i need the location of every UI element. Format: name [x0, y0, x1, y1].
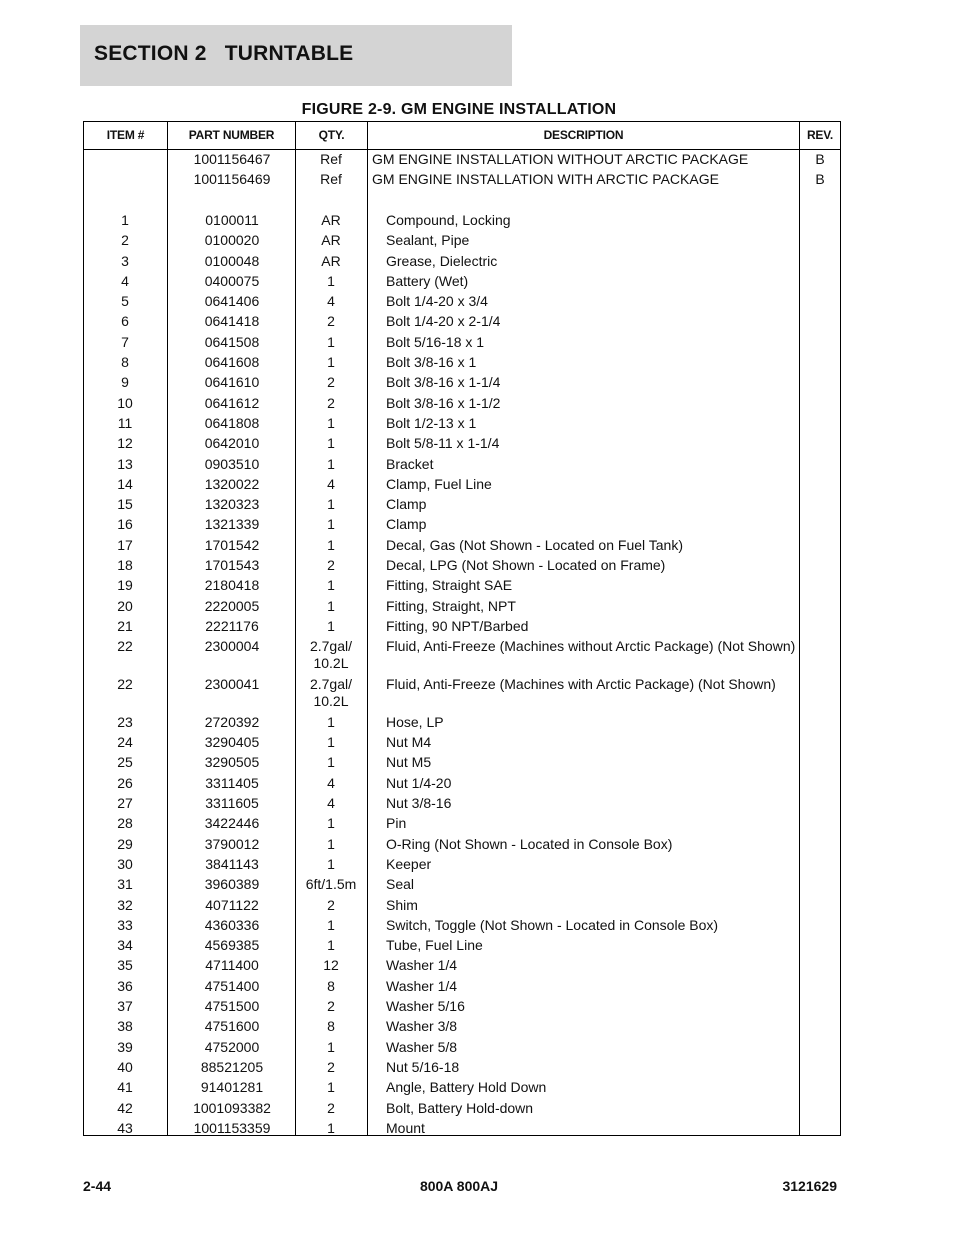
header-description: DESCRIPTION — [543, 128, 624, 142]
description: Bolt 5/16-18 x 1 — [386, 333, 485, 350]
quantity: 1 — [327, 516, 335, 533]
description: O-Ring (Not Shown - Located in Console Box) — [386, 835, 673, 852]
description: Washer 5/16 — [386, 998, 465, 1014]
item-number: 31 — [117, 876, 133, 893]
part-number: 3290505 — [204, 754, 260, 771]
item-number: 10 — [117, 394, 133, 411]
part-number: 1001153359 — [193, 1119, 271, 1136]
quantity: 2 — [327, 374, 335, 391]
quantity: 1 — [327, 916, 335, 933]
quantity: 1 — [327, 414, 335, 431]
item-number: 28 — [117, 815, 133, 832]
item-number: 37 — [117, 998, 133, 1014]
quantity: 1 — [327, 1079, 335, 1096]
part-number: 3311605 — [205, 795, 259, 811]
description: Mount — [386, 1119, 425, 1136]
quantity: 2.7gal/ — [309, 676, 353, 692]
header-item: ITEM # — [106, 128, 145, 142]
item-number: 32 — [117, 896, 133, 913]
part-number: 3960389 — [204, 876, 260, 893]
item-number: 14 — [117, 475, 133, 492]
description: Seal — [386, 876, 415, 893]
item-number: 43 — [117, 1119, 133, 1136]
section-title: SECTION 2 TURNTABLE — [94, 42, 354, 65]
item-number: 23 — [117, 713, 133, 730]
part-number: 4071122 — [205, 896, 259, 913]
column-divider — [367, 122, 368, 1135]
description: Angle, Battery Hold Down — [386, 1079, 547, 1096]
quantity: 1 — [327, 536, 335, 553]
part-number: 1001156467 — [193, 151, 271, 167]
description: Bolt, Battery Hold-down — [386, 1099, 534, 1116]
description: Nut 5/16-18 — [386, 1058, 460, 1075]
item-number: 12 — [117, 435, 133, 452]
part-number: 1320323 — [204, 496, 260, 513]
quantity-line-2: 10.2L — [313, 692, 349, 709]
description: Bolt 3/8-16 x 1-1/4 — [386, 374, 501, 391]
part-number: 0641508 — [204, 333, 260, 350]
quantity: AR — [321, 232, 341, 249]
quantity: 1 — [327, 272, 335, 289]
description: Battery (Wet) — [386, 272, 469, 289]
part-number: 0641808 — [204, 414, 260, 431]
header-part-number: PART NUMBER — [188, 128, 275, 142]
description: Nut M5 — [386, 754, 432, 771]
item-number: 8 — [121, 354, 129, 370]
quantity: 4 — [327, 795, 335, 811]
quantity: 2 — [327, 896, 335, 913]
part-number: 3790012 — [204, 835, 260, 852]
description: Tube, Fuel Line — [386, 937, 483, 954]
part-number: 2300004 — [204, 638, 260, 655]
part-number: 88521205 — [200, 1058, 264, 1075]
item-number: 16 — [117, 516, 133, 533]
part-number: 91401281 — [200, 1079, 264, 1096]
item-number: 34 — [117, 937, 133, 954]
description: Bracket — [386, 455, 434, 472]
quantity: 8 — [327, 977, 335, 994]
description: Bolt 1/4-20 x 3/4 — [386, 293, 488, 310]
quantity: AR — [321, 252, 341, 269]
revision: B — [815, 151, 825, 167]
item-number: 22 — [117, 676, 133, 692]
quantity: 4 — [327, 774, 335, 791]
description: Fluid, Anti-Freeze (Machines with Arctic Package) (Not Shown) — [386, 676, 776, 692]
item-number: 27 — [117, 795, 133, 811]
part-number: 2220005 — [204, 597, 260, 614]
item-number: 6 — [121, 313, 129, 330]
description: Compound, Locking — [386, 211, 511, 228]
description: Bolt 5/8-11 x 1-1/4 — [386, 435, 500, 452]
part-number: 0903510 — [204, 455, 260, 472]
description: Switch, Toggle (Not Shown - Located in Console Box) — [386, 916, 719, 933]
quantity: 1 — [327, 333, 335, 350]
part-number: 0100011 — [205, 211, 259, 228]
quantity: AR — [321, 211, 341, 228]
quantity: 1 — [327, 496, 335, 513]
part-number: 0641406 — [204, 293, 260, 310]
parts-table — [83, 121, 841, 1136]
quantity: 1 — [327, 435, 335, 452]
item-number: 22 — [117, 638, 133, 655]
quantity: 8 — [327, 1018, 335, 1035]
part-number: 0641608 — [204, 354, 260, 370]
part-number: 1001093382 — [193, 1099, 271, 1116]
item-number: 7 — [121, 333, 129, 350]
description: Washer 3/8 — [386, 1018, 458, 1035]
column-divider — [167, 122, 168, 1135]
part-number: 1321339 — [204, 516, 260, 533]
part-number: 1320022 — [204, 475, 260, 492]
header-divider — [84, 149, 840, 150]
quantity: 1 — [327, 1038, 335, 1055]
section-header — [80, 25, 512, 86]
quantity: 1 — [327, 855, 335, 872]
model-name: 800A 800AJ — [419, 1178, 499, 1194]
header-rev: REV. — [806, 128, 834, 142]
quantity: 2 — [327, 1099, 335, 1116]
quantity: 1 — [327, 617, 335, 634]
description: Washer 1/4 — [386, 957, 458, 974]
part-number: 4360336 — [204, 916, 260, 933]
description: Decal, Gas (Not Shown - Located on Fuel Tank) — [386, 536, 684, 553]
quantity: 2 — [327, 394, 335, 411]
description: Bolt 1/4-20 x 2-1/4 — [386, 313, 501, 330]
item-number: 13 — [117, 455, 133, 472]
description: Fluid, Anti-Freeze (Machines without Arctic Package) (Not Shown) — [386, 638, 796, 655]
item-number: 42 — [117, 1099, 133, 1116]
item-number: 20 — [117, 597, 133, 614]
description: Shim — [386, 896, 418, 913]
description: Nut 1/4-20 — [386, 774, 452, 791]
description: Clamp — [386, 496, 427, 513]
item-number: 24 — [117, 734, 133, 751]
part-number: 0641612 — [204, 394, 260, 411]
description: Washer 5/8 — [386, 1038, 458, 1055]
part-number: 1001156469 — [193, 171, 271, 188]
part-number: 0641610 — [204, 374, 260, 391]
quantity: 1 — [327, 577, 335, 594]
description: GM ENGINE INSTALLATION WITH ARCTIC PACKAGE — [372, 171, 719, 188]
quantity: Ref — [320, 171, 342, 188]
quantity: 2 — [327, 313, 335, 330]
item-number: 1 — [121, 211, 129, 228]
quantity: Ref — [320, 151, 342, 167]
part-number: 2180418 — [204, 577, 260, 594]
part-number: 2300041 — [204, 676, 260, 692]
description: Keeper — [386, 855, 432, 872]
description: Washer 1/4 — [386, 977, 458, 994]
item-number: 5 — [121, 293, 129, 310]
part-number: 1701542 — [204, 536, 260, 553]
description: Bolt 3/8-16 x 1 — [386, 354, 477, 370]
quantity: 2 — [327, 557, 335, 573]
part-number: 4751500 — [204, 998, 260, 1014]
part-number: 4569385 — [204, 937, 260, 954]
quantity: 1 — [327, 597, 335, 614]
item-number: 29 — [117, 835, 133, 852]
item-number: 36 — [117, 977, 133, 994]
figure-title: FIGURE 2-9. GM ENGINE INSTALLATION — [301, 101, 617, 118]
part-number: 4711400 — [205, 957, 259, 974]
item-number: 17 — [117, 536, 133, 553]
item-number: 41 — [117, 1079, 133, 1096]
part-number: 4751400 — [204, 977, 260, 994]
description: Sealant, Pipe — [386, 232, 470, 249]
item-number: 30 — [117, 855, 133, 872]
item-number: 4 — [121, 272, 129, 289]
description: Bolt 3/8-16 x 1-1/2 — [386, 394, 501, 411]
quantity: 4 — [327, 293, 335, 310]
part-number: 3422446 — [204, 815, 260, 832]
item-number: 19 — [117, 577, 133, 594]
part-number: 0400075 — [204, 272, 260, 289]
description: Nut 3/8-16 — [386, 795, 452, 811]
quantity: 2 — [327, 1058, 335, 1075]
part-number: 3290405 — [204, 734, 260, 751]
item-number: 40 — [117, 1058, 133, 1075]
part-number: 4752000 — [204, 1038, 260, 1055]
quantity: 1 — [327, 455, 335, 472]
part-number: 3311405 — [205, 774, 259, 791]
quantity: 2 — [327, 998, 335, 1014]
description: Decal, LPG (Not Shown - Located on Frame) — [386, 557, 666, 573]
description: Hose, LP — [386, 713, 444, 730]
quantity: 1 — [327, 815, 335, 832]
description: Fitting, 90 NPT/Barbed — [386, 617, 529, 634]
item-number: 35 — [117, 957, 133, 974]
description: Fitting, Straight, NPT — [386, 597, 516, 614]
item-number: 39 — [117, 1038, 133, 1055]
item-number: 2 — [121, 232, 129, 249]
item-number: 25 — [117, 754, 133, 771]
quantity: 1 — [327, 754, 335, 771]
quantity: 1 — [327, 835, 335, 852]
part-number: 0642010 — [204, 435, 260, 452]
description: Grease, Dielectric — [386, 252, 498, 269]
quantity: 6ft/1.5m — [305, 876, 357, 893]
item-number: 21 — [117, 617, 133, 634]
item-number: 33 — [117, 916, 133, 933]
description: Clamp — [386, 516, 427, 533]
part-number: 0641418 — [204, 313, 260, 330]
quantity: 2.7gal/ — [309, 638, 353, 655]
page-number: 2-44 — [83, 1178, 112, 1194]
quantity: 1 — [327, 354, 335, 370]
item-number: 26 — [117, 774, 133, 791]
quantity: 1 — [327, 734, 335, 751]
header-qty: QTY. — [318, 128, 345, 142]
quantity: 1 — [327, 713, 335, 730]
description: Pin — [386, 815, 407, 832]
item-number: 9 — [121, 374, 129, 391]
part-number: 4751600 — [204, 1018, 260, 1035]
part-number: 3841143 — [205, 855, 259, 872]
description: GM ENGINE INSTALLATION WITHOUT ARCTIC PACKAGE — [372, 151, 749, 167]
item-number: 38 — [117, 1018, 133, 1035]
description: Bolt 1/2-13 x 1 — [386, 414, 477, 431]
item-number: 15 — [117, 496, 133, 513]
quantity: 1 — [327, 937, 335, 954]
item-number: 11 — [117, 414, 133, 431]
part-number: 1701543 — [204, 557, 260, 573]
quantity: 12 — [323, 957, 339, 974]
quantity: 1 — [327, 1119, 335, 1136]
description: Fitting, Straight SAE — [386, 577, 513, 594]
part-number: 2221176 — [205, 617, 259, 634]
part-number: 2720392 — [204, 713, 260, 730]
description: Nut M4 — [386, 734, 432, 751]
item-number: 18 — [117, 557, 133, 573]
item-number: 3 — [121, 252, 129, 269]
quantity: 4 — [327, 475, 335, 492]
revision: B — [815, 171, 825, 188]
quantity-line-2: 10.2L — [313, 654, 349, 671]
document-number: 3121629 — [782, 1178, 837, 1194]
part-number: 0100048 — [204, 252, 260, 269]
part-number: 0100020 — [204, 232, 260, 249]
description: Clamp, Fuel Line — [386, 475, 492, 492]
